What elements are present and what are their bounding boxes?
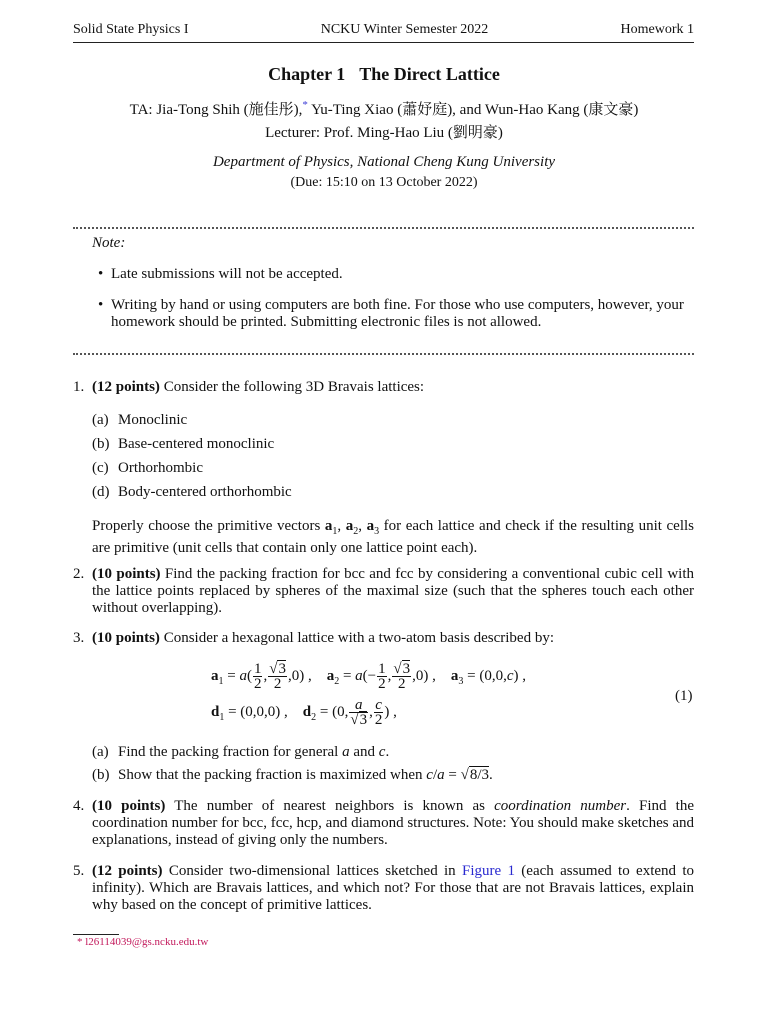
- ta-line: [0, 98, 768, 119]
- problem-number: 2.: [73, 566, 85, 582]
- header-homework: Homework 1: [620, 22, 694, 37]
- equation-line-1: $a_1 = a$( $\frac{1}{2}$ , $\frac{√3}{2}$ ,0) , $a_2 = a(-$ $\frac{1}{2}$ , $\frac{√3}{2}$ ,0) , $a_3 = (0,0,c)$ ,: [211, 661, 527, 692]
- note-top-rule: [73, 227, 694, 229]
- problem-points: (10 points): [92, 798, 166, 814]
- note-item: [98, 297, 694, 331]
- problem-1: [73, 379, 694, 396]
- sub-item: (b) Show that the packing fraction is maximized when c/a = √8/3.: [92, 767, 493, 783]
- footnote-mark: *: [77, 936, 83, 948]
- footnote-email-link[interactable]: l26114039@gs.ncku.edu.tw: [85, 936, 209, 948]
- problem-3: [73, 630, 694, 647]
- bullet-dot: •: [98, 297, 104, 313]
- department: Department of Physics, National Cheng Kung University: [212, 154, 556, 170]
- header-rule: [73, 42, 694, 43]
- sub-item: [92, 460, 203, 477]
- sub-text: Show that the packing fraction is maximized when: [118, 767, 427, 783]
- problem-number: 4.: [73, 798, 85, 814]
- problem-points: (10 points): [92, 630, 160, 646]
- problem-text: Consider two-dimensional lattices sketched in: [162, 863, 462, 879]
- ta-first: TA: Jia-Tong Shih (施佳彤),: [129, 102, 303, 118]
- figure-1-link[interactable]: Figure 1: [462, 863, 515, 879]
- lecturer-line: Lecturer: Prof. Ming-Hao Liu (劉明豪): [265, 125, 503, 141]
- problem-number: 5.: [73, 863, 85, 879]
- sub-text: Find the packing fraction for general: [118, 744, 343, 760]
- problem-4: [73, 798, 694, 849]
- note-heading: Note:: [92, 235, 126, 251]
- problem-text: Consider a hexagonal lattice with a two-atom basis described by:: [159, 630, 554, 646]
- term-coordination: coordination number: [494, 798, 627, 814]
- note-item-text: Late submissions will not be accepted.: [111, 266, 343, 282]
- problem-text: Find the packing fraction for bcc and fcc by considering a conventional cubic cell with the lattice points replaced by spheres of the maximal size (such that the spheres touch each other without overlapping).: [92, 566, 694, 616]
- sub-item: [92, 412, 187, 429]
- running-header: [73, 22, 694, 42]
- problem-text: The number of nearest neighbors is known as: [165, 798, 495, 814]
- equation-number: (1): [675, 688, 693, 704]
- problem-points: (12 points): [92, 379, 160, 395]
- chapter-number: Chapter 1: [268, 64, 346, 84]
- chapter-name: The Direct Lattice: [359, 64, 500, 84]
- equation-line-2: $d_1 = (0,0,0)$ , $d_2 = (0$, $\frac{a}{√3}$ , $\frac{c}{2}$ ) ,: [211, 697, 397, 728]
- problem-1-followup: Properly choose the primitive vectors $a_1$, $a_2$, $a_3$ for each lattice and check if the resulting unit cells are primitive (unit cells that contain only one lattice point each).: [92, 518, 695, 556]
- problem-text: for each lattice and check if the resulting unit cells are primitive (unit cells that contain only one lattice point each).: [92, 518, 695, 556]
- ta-rest: Yu-Ting Xiao (蕭妤庭), and Wun-Hao Kang (康文豪): [307, 102, 639, 118]
- sub-label: (c): [92, 460, 109, 476]
- sub-label: (a): [92, 744, 109, 760]
- problem-points: (10 points): [92, 566, 161, 582]
- footnote: [77, 936, 208, 948]
- sub-item: (a) Find the packing fraction for general a and c.: [92, 744, 390, 760]
- sub-text: Monoclinic: [118, 412, 188, 428]
- problem-2: [73, 566, 694, 617]
- sub-text: Body-centered orthorhombic: [118, 484, 292, 500]
- problem-number: 3.: [73, 630, 85, 646]
- due-date: (Due: 15:10 on 13 October 2022): [290, 175, 478, 190]
- sub-label: (b): [92, 436, 110, 452]
- problem-text: . Find the coordination number for bcc, fcc, hcp, and diamond structures. Note: You should make sketches and explanations, instead of giving only the numbers.: [92, 798, 694, 848]
- problem-5: [73, 863, 694, 914]
- problem-points: (12 points): [92, 863, 163, 879]
- sub-item: [92, 484, 292, 501]
- footnote-link[interactable]: *: [302, 99, 308, 111]
- sub-label: (b): [92, 767, 110, 783]
- sub-text: Orthorhombic: [118, 460, 203, 476]
- header-semester: NCKU Winter Semester 2022: [320, 22, 489, 37]
- problem-text: Consider the following 3D Bravais lattices:: [159, 379, 425, 395]
- sub-label: (a): [92, 412, 109, 428]
- note-item-text: Writing by hand or using computers are both fine. For those who use computers, however, your homework should be printed. Submitting electronic files is not allowed.: [111, 297, 684, 330]
- note-bottom-rule: [73, 353, 694, 355]
- problem-number: 1.: [73, 379, 85, 395]
- bullet-dot: •: [98, 266, 104, 282]
- problem-text: Properly choose the primitive vectors: [92, 518, 325, 534]
- problem-text: (each assumed to extend to infinity). Which are Bravais lattices, and which not? For those that are not Bravais lattices, explain why based on the concept of primitive lattices.: [92, 863, 694, 913]
- page-title: [0, 64, 768, 85]
- note-item: [98, 266, 694, 283]
- header-course: Solid State Physics I: [73, 22, 189, 37]
- sub-text: Base-centered monoclinic: [118, 436, 275, 452]
- sub-label: (d): [92, 484, 110, 500]
- footnote-rule: [73, 934, 119, 935]
- sub-item: [92, 436, 274, 453]
